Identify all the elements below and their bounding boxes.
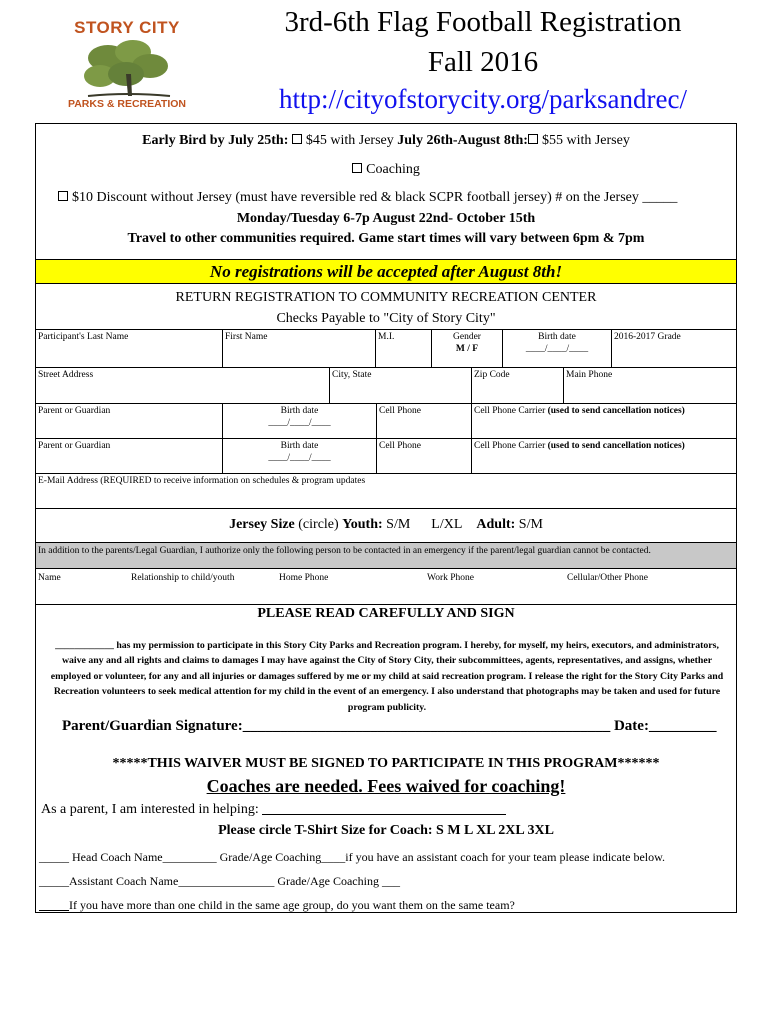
jersey-size-label: Jersey Size [229, 517, 295, 532]
emergency-work-phone-field[interactable]: Work Phone [427, 573, 474, 583]
travel-text: Travel to other communities required. Game start times will vary between 6pm & 7pm [127, 231, 645, 246]
checks-payable-text: Checks Payable to "City of Story City" [276, 311, 496, 326]
parent-help-line [36, 802, 736, 818]
coaching-line [36, 162, 736, 178]
late-checkbox[interactable] [528, 134, 538, 144]
youth-label: Youth: [342, 517, 383, 532]
emergency-name-field[interactable]: Name [38, 573, 61, 583]
discount-checkbox[interactable] [58, 191, 68, 201]
address-row [36, 367, 736, 403]
assistant-coach-line[interactable]: _____Assistant Coach Name________________ Grade/Age Coaching ___ [39, 874, 400, 888]
signature-line [36, 718, 736, 735]
discount-text: $10 Discount without Jersey (must have reversible red & black SCPR football jersey) # on the Jersey _____ [72, 190, 678, 205]
emergency-cell-phone-field[interactable]: Cellular/Other Phone [567, 573, 648, 583]
head-coach-line[interactable]: _____ Head Coach Name_________ Grade/Age Coaching____if you have an assistant coach for your team please indicate below. [39, 850, 666, 864]
city-state-field[interactable]: City, State [329, 368, 471, 403]
emergency-relationship-field[interactable]: Relationship to child/youth [131, 573, 235, 583]
main-phone-field[interactable]: Main Phone [563, 368, 738, 403]
coaching-checkbox[interactable] [352, 163, 362, 173]
first-name-field[interactable]: First Name [222, 330, 375, 367]
logo-bottom-text: PARKS & RECREATION [67, 98, 187, 110]
tree-icon [78, 38, 178, 100]
same-team-field[interactable] [39, 900, 69, 911]
discount-line [36, 190, 736, 206]
jersey-row [36, 508, 736, 542]
early-bird-checkbox[interactable] [292, 134, 302, 144]
registration-form [35, 123, 737, 913]
email-row [36, 473, 736, 508]
early-bird-label: Early Bird by July 25th: [142, 133, 289, 148]
emergency-home-phone-field[interactable]: Home Phone [279, 573, 329, 583]
coaching-label: Coaching [366, 162, 420, 177]
parent2-cell-phone-field[interactable]: Cell Phone [376, 439, 471, 473]
adult-sizes[interactable]: S/M [518, 517, 543, 532]
parent-help-label: As a parent, I am interested in helping: [41, 802, 259, 817]
parent2-row [36, 438, 736, 473]
signature-field[interactable]: _________________________________________________ [242, 718, 611, 734]
early-bird-price: $45 with Jersey [305, 133, 394, 148]
last-name-field[interactable]: Participant's Last Name [38, 332, 129, 342]
logo-top-text: STORY CITY [74, 18, 180, 37]
same-team-question: If you have more than one child in the same age group, do you want them on the same team? [69, 898, 515, 912]
parent1-row [36, 403, 736, 438]
page-title: 3rd-6th Flag Football Registration [284, 6, 682, 38]
deadline-banner: No registrations will be accepted after August 8th! [36, 259, 736, 284]
pricing-line [36, 133, 736, 149]
date-field[interactable]: _________ [648, 718, 717, 734]
logo [62, 16, 192, 114]
parent1-cell-phone-field[interactable]: Cell Phone [376, 404, 471, 438]
birth-date-field[interactable]: Birth date ____/____/____ [502, 330, 611, 367]
signature-label: Parent/Guardian Signature: [62, 718, 243, 734]
emergency-contact-note: In addition to the parents/Legal Guardian, I authorize only the following person to be contacted in an emergency if the parent/legal guardian cannot be contacted. [36, 542, 736, 569]
jersey-circle-label: (circle) [298, 517, 339, 532]
parent2-carrier-field[interactable]: Cell Phone Carrier (used to send cancellation notices) [471, 439, 738, 473]
email-field[interactable]: E-Mail Address (REQUIRED to receive information on schedules & program updates [38, 476, 366, 486]
participant-row [36, 329, 736, 367]
waiver-heading: PLEASE READ CAREFULLY AND SIGN [257, 606, 515, 621]
must-sign-notice: *****THIS WAIVER MUST BE SIGNED TO PARTICIPATE IN THIS PROGRAM****** [112, 756, 660, 771]
zip-code-field[interactable]: Zip Code [471, 368, 563, 403]
adult-label: Adult: [476, 517, 516, 532]
schedule-text: Monday/Tuesday 6-7p August 22nd- October 15th [236, 211, 536, 226]
parent1-name-field[interactable]: Parent or Guardian [38, 406, 111, 416]
late-price: $55 with Jersey [541, 133, 630, 148]
website-link[interactable]: http://cityofstorycity.org/parksandrec/ [279, 84, 687, 114]
parent2-name-field[interactable]: Parent or Guardian [38, 441, 111, 451]
divider [36, 604, 736, 605]
date-label: Date: [613, 718, 649, 734]
same-team-line [36, 898, 736, 913]
parent2-birth-date-field[interactable]: Birth date ____/____/____ [222, 439, 376, 473]
gender-field[interactable]: Gender M / F [431, 330, 502, 367]
return-text: RETURN REGISTRATION TO COMMUNITY RECREATION CENTER [175, 290, 597, 305]
page-subtitle: Fall 2016 [427, 46, 539, 78]
tshirt-size-line[interactable]: Please circle T-Shirt Size for Coach: S M L XL 2XL 3XL [218, 823, 554, 838]
parent1-birth-date-field[interactable]: Birth date ____/____/____ [222, 404, 376, 438]
parent-help-field[interactable] [262, 803, 506, 815]
late-label: July 26th-August 8th: [397, 133, 528, 148]
mi-field[interactable]: M.I. [375, 330, 431, 367]
waiver-text: ____________ has my permission to participate in this Story City Parks and Recreation program. I hereby, for myself, my heirs, executors, and administrators, waive any and all rights and claims to damages I may have against the City of Story City, their subcommittees, agents, representatives, and assigns, whether employed or volunteer, for any and all injuries or damages suffered by me or my child at said recreation program. I release the right for the Story City Parks and Recreation volunteers to seek medical attention for my child in the event of an emergency. I also understand that photographs may be taken and used for future program publicity. [50, 640, 724, 713]
parent1-carrier-field[interactable]: Cell Phone Carrier (used to send cancellation notices) [471, 404, 738, 438]
grade-field[interactable]: 2016-2017 Grade [611, 330, 738, 367]
street-address-field[interactable]: Street Address [38, 370, 94, 380]
youth-sizes[interactable]: S/M L/XL [386, 517, 463, 532]
coaches-heading: Coaches are needed. Fees waived for coaching! [206, 776, 566, 796]
